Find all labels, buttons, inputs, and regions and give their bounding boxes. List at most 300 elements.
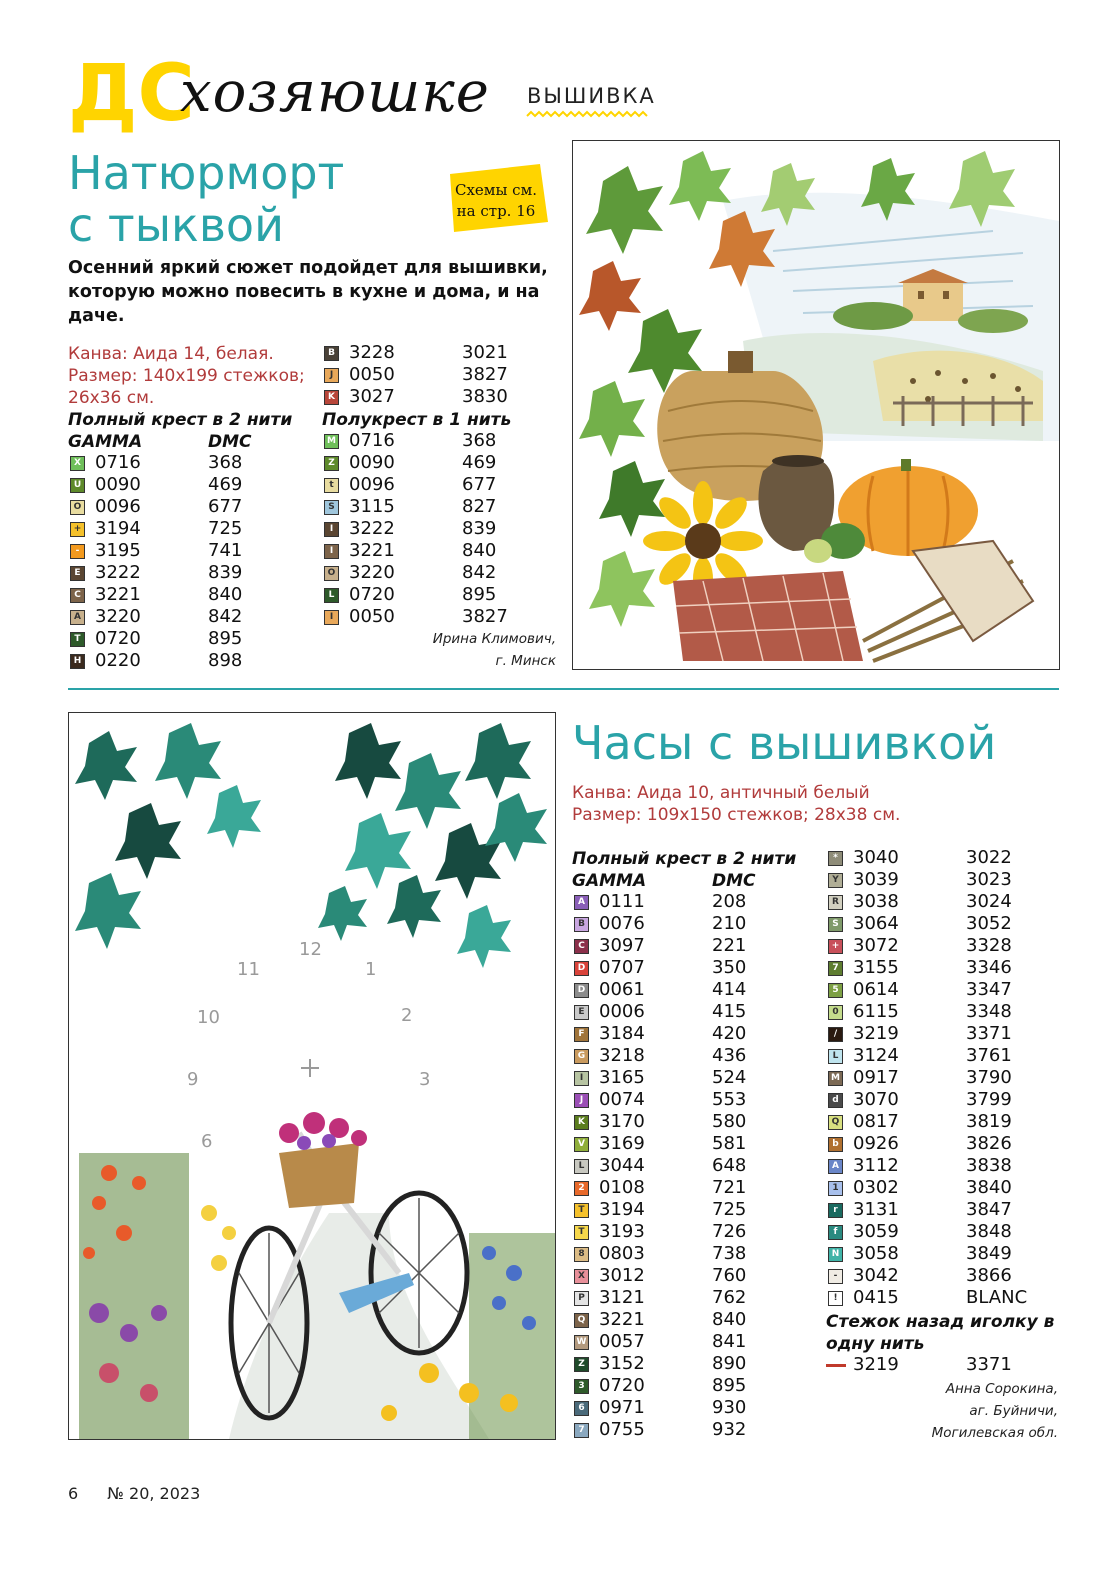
dmc-code: 840 [462,540,497,561]
dmc-code: 3819 [966,1111,1012,1132]
thread-row [68,452,318,474]
dmc-code: 221 [712,935,747,956]
thread-row [322,474,552,496]
color-swatch-icon: A [828,1159,843,1174]
col-dmc-heading: DMC [712,871,756,891]
thread-row [572,1265,822,1287]
color-swatch-icon: - [70,544,85,559]
gamma-code: 0720 [349,584,395,605]
gamma-code: 3058 [853,1243,899,1264]
thread-row [68,474,318,496]
dmc-code: 3849 [966,1243,1012,1264]
gamma-code: 3228 [349,342,395,363]
color-swatch-icon: 6 [574,1401,589,1416]
thread-row [322,342,552,364]
gamma-code: 0050 [349,364,395,385]
half-cross-heading: Полукрест в 1 нить [322,410,512,430]
color-swatch-icon: U [70,478,85,493]
canvas-spec: Канва: Аида 10, античный белый [572,783,870,803]
color-swatch-icon: E [70,566,85,581]
dmc-code: 3328 [966,935,1012,956]
color-swatch-icon: T [574,1203,589,1218]
dmc-code: 726 [712,1221,747,1242]
page-number: 6 [68,1484,79,1503]
dmc-code: 3371 [966,1023,1012,1044]
gamma-code: 3040 [853,847,899,868]
color-swatch-icon: O [324,566,339,581]
dmc-code: 3024 [966,891,1012,912]
dmc-code: 415 [712,1001,747,1022]
color-swatch-icon: 8 [574,1247,589,1262]
thread-row [572,1177,822,1199]
color-swatch-icon: 3 [574,1379,589,1394]
gamma-code: 0716 [95,452,141,473]
thread-row [68,606,318,628]
backstitch-line-swatch [826,1364,846,1367]
dmc-code: 350 [712,957,747,978]
still-life-embroidery-image [572,140,1060,670]
color-swatch-icon: F [574,1027,589,1042]
dmc-code: 932 [712,1419,747,1440]
clock-number-2: 2 [401,1005,413,1026]
thread-row [572,1023,822,1045]
gamma-code: 3070 [853,1089,899,1110]
gamma-code: 3221 [599,1309,645,1330]
gamma-code: 3064 [853,913,899,934]
full-cross-heading: Полный крест в 2 нити [572,849,797,869]
dmc-code: 469 [208,474,243,495]
color-swatch-icon: B [574,917,589,932]
dmc-code: 3840 [966,1177,1012,1198]
gamma-code: 3218 [599,1045,645,1066]
color-swatch-icon: d [828,1093,843,1108]
dmc-code: 524 [712,1067,747,1088]
dmc-code: 414 [712,979,747,1000]
color-swatch-icon: 1 [828,1181,843,1196]
color-swatch-icon: t [324,478,339,493]
thread-row [826,1111,1056,1133]
color-swatch-icon: Z [574,1357,589,1372]
gamma-code: 3112 [853,1155,899,1176]
thread-row [572,1221,822,1243]
color-swatch-icon: C [70,588,85,603]
gamma-code: 0090 [349,452,395,473]
color-swatch-icon: Q [828,1115,843,1130]
gamma-code: 0707 [599,957,645,978]
gamma-code: 3170 [599,1111,645,1132]
col-gamma-heading: GAMMA [572,871,647,891]
dmc-code: 3799 [966,1089,1012,1110]
dmc-code: 3827 [462,606,508,627]
gamma-code: 0302 [853,1177,899,1198]
thread-row [826,1045,1056,1067]
color-swatch-icon: K [574,1115,589,1130]
gamma-code: 0755 [599,1419,645,1440]
gamma-code: 3121 [599,1287,645,1308]
gamma-code: 0108 [599,1177,645,1198]
dmc-code: 677 [208,496,243,517]
color-swatch-icon: 0 [828,1005,843,1020]
thread-row [826,1155,1056,1177]
canvas-spec: Канва: Аида 14, белая. [68,344,274,364]
dmc-code: 839 [208,562,243,583]
dmc-code: 725 [712,1199,747,1220]
gamma-code: 3219 [853,1354,899,1375]
dmc-code: 581 [712,1133,747,1154]
thread-row [322,496,552,518]
thread-row [572,1331,822,1353]
thread-row [572,957,822,979]
gamma-code: 3027 [349,386,395,407]
issue-number: № 20, 2023 [107,1484,201,1503]
gamma-code: 3131 [853,1199,899,1220]
thread-row [572,1375,822,1397]
col-dmc-heading: DMC [208,432,252,452]
article2-author: Анна Сорокина, [945,1381,1058,1397]
badge-text: Схемы см. на стр. 16 [454,181,538,220]
thread-row [826,1023,1056,1045]
dmc-code: 840 [208,584,243,605]
color-swatch-icon: S [324,500,339,515]
article1-intro: Осенний яркий сюжет подойдет для вышивки, которую можно повесить в кухне и дома, и на даче. [68,258,548,326]
thread-row [572,1001,822,1023]
page-footer [68,1484,200,1503]
color-swatch-icon: C [574,939,589,954]
thread-row [572,1133,822,1155]
dmc-code: 436 [712,1045,747,1066]
gamma-code: 0917 [853,1067,899,1088]
thread-row [826,1089,1056,1111]
gamma-code: 3194 [95,518,141,539]
article2-specs [572,782,1052,826]
dmc-code: 762 [712,1287,747,1308]
dmc-code: 890 [712,1353,747,1374]
dmc-code: 721 [712,1177,747,1198]
gamma-code: 0090 [95,474,141,495]
backstitch-row [826,1354,1056,1376]
thread-row [572,1089,822,1111]
article2-place1: аг. Буйничи, [969,1403,1058,1419]
dmc-code: 3371 [966,1354,1012,1375]
gamma-code: 3115 [349,496,395,517]
color-swatch-icon: f [828,1225,843,1240]
color-swatch-icon: Y [828,873,843,888]
color-swatch-icon: H [70,654,85,669]
thread-row [826,1177,1056,1199]
dmc-code: 895 [712,1375,747,1396]
dmc-code: 3848 [966,1221,1012,1242]
gamma-code: 3194 [599,1199,645,1220]
size-spec: Размер: 140х199 стежков; 26х36 см. [68,366,305,408]
dmc-code: 895 [462,584,497,605]
color-swatch-icon: N [828,1247,843,1262]
gamma-code: 0006 [599,1001,645,1022]
article1-author: Ирина Климович, [432,631,556,647]
thread-row [572,1199,822,1221]
gamma-code: 3097 [599,935,645,956]
dmc-code: 3790 [966,1067,1012,1088]
backstitch-heading: Стежок назад иголку в одну нить [826,1312,1055,1354]
thread-row [826,1133,1056,1155]
color-swatch-icon: L [324,588,339,603]
article1-extra-list [322,342,552,408]
thread-row [572,1111,822,1133]
color-swatch-icon: + [70,522,85,537]
dmc-code: 840 [712,1309,747,1330]
dmc-code: 420 [712,1023,747,1044]
color-swatch-icon: I [324,610,339,625]
gamma-code: 3155 [853,957,899,978]
gamma-code: 0076 [599,913,645,934]
dmc-code: 827 [462,496,497,517]
dmc-code: 839 [462,518,497,539]
thread-row [322,562,552,584]
article1-full-cross-list [68,452,318,672]
color-swatch-icon: / [828,1027,843,1042]
article1-specs [68,343,318,409]
color-swatch-icon: r [828,1203,843,1218]
dmc-code: 760 [712,1265,747,1286]
thread-row [68,628,318,650]
zigzag-decoration [527,110,649,118]
gamma-code: 0096 [349,474,395,495]
article2-place2: Могилевская обл. [931,1425,1058,1441]
thread-row [322,606,552,628]
thread-row [826,869,1056,891]
color-swatch-icon: E [574,1005,589,1020]
color-swatch-icon: 2 [574,1181,589,1196]
thread-row [572,1353,822,1375]
thread-row [572,1045,822,1067]
dmc-code: 725 [208,518,243,539]
thread-row [322,540,552,562]
gamma-code: 0096 [95,496,141,517]
article1-city: г. Минск [495,653,556,669]
dmc-code: 368 [208,452,243,473]
dmc-code: 3052 [966,913,1012,934]
thread-row [826,1199,1056,1221]
color-swatch-icon: - [828,1269,843,1284]
thread-row [826,1001,1056,1023]
color-swatch-icon: I [324,544,339,559]
gamma-code: 0926 [853,1133,899,1154]
dmc-code: 741 [208,540,243,561]
color-swatch-icon: D [574,983,589,998]
color-swatch-icon: L [574,1159,589,1174]
dmc-code: 3830 [462,386,508,407]
clock-number-9: 9 [187,1069,199,1090]
thread-row [322,584,552,606]
brand-word: хозяюшке [180,60,490,125]
color-swatch-icon: A [574,895,589,910]
gamma-code: 3222 [349,518,395,539]
color-swatch-icon: 5 [828,983,843,998]
article2-title: Часы с вышивкой [572,716,997,770]
color-swatch-icon: A [70,610,85,625]
dmc-code: 842 [462,562,497,583]
thread-row [572,1419,822,1441]
color-swatch-icon: D [574,961,589,976]
thread-row [68,496,318,518]
full-cross-heading: Полный крест в 2 нити [68,410,293,430]
gamma-code: 3039 [853,869,899,890]
thread-row [68,540,318,562]
thread-row [68,650,318,672]
article2-list-col1 [572,891,822,1441]
thread-row [572,1397,822,1419]
dmc-code: 580 [712,1111,747,1132]
thread-row [826,957,1056,979]
thread-row [322,364,552,386]
dmc-code: 469 [462,452,497,473]
gamma-code: 3044 [599,1155,645,1176]
thread-row [572,935,822,957]
dmc-code: 3827 [462,364,508,385]
color-swatch-icon: b [828,1137,843,1152]
color-swatch-icon: K [324,390,339,405]
clock-number-1: 1 [365,959,377,980]
thread-row [572,891,822,913]
section-divider [68,688,1059,690]
gamma-code: 0720 [95,628,141,649]
thread-row [572,1287,822,1309]
gamma-code: 3059 [853,1221,899,1242]
dmc-code: 648 [712,1155,747,1176]
dmc-code: 898 [208,650,243,671]
article1-title-line1: Натюрморт [68,146,345,200]
gamma-code: 0074 [599,1089,645,1110]
gamma-code: 0803 [599,1243,645,1264]
dmc-code: 3021 [462,342,508,363]
thread-row [826,1221,1056,1243]
gamma-code: 0061 [599,979,645,1000]
dmc-code: 3866 [966,1265,1012,1286]
color-swatch-icon: O [70,500,85,515]
gamma-code: 3220 [349,562,395,583]
brand-logo [68,49,195,139]
article1-title-line2: с тыквой [68,198,284,252]
clock-number-3: 3 [419,1069,431,1090]
color-swatch-icon: Q [574,1313,589,1328]
color-swatch-icon: G [574,1049,589,1064]
thread-row [68,518,318,540]
dmc-code: 3826 [966,1133,1012,1154]
color-swatch-icon: T [70,632,85,647]
dmc-code: 210 [712,913,747,934]
dmc-code: BLANC [966,1287,1028,1308]
thread-row [826,847,1056,869]
thread-row [826,891,1056,913]
dmc-code: 3847 [966,1199,1012,1220]
gamma-code: 0111 [599,891,645,912]
gamma-code: 3219 [853,1023,899,1044]
thread-row [572,913,822,935]
color-swatch-icon: I [574,1071,589,1086]
dmc-code: 3022 [966,847,1012,868]
thread-row [68,584,318,606]
dmc-code: 842 [208,606,243,627]
gamma-code: 0057 [599,1331,645,1352]
gamma-code: 3195 [95,540,141,561]
color-swatch-icon: P [574,1291,589,1306]
thread-row [572,1243,822,1265]
gamma-code: 3193 [599,1221,645,1242]
thread-row [322,430,552,452]
dmc-code: 3838 [966,1155,1012,1176]
gamma-code: 3038 [853,891,899,912]
color-swatch-icon: V [574,1137,589,1152]
dmc-code: 677 [462,474,497,495]
thread-row [826,935,1056,957]
dmc-code: 3023 [966,869,1012,890]
gamma-code: 6115 [853,1001,899,1022]
gamma-code: 0720 [599,1375,645,1396]
color-swatch-icon: 7 [574,1423,589,1438]
thread-row [826,1243,1056,1265]
color-swatch-icon: B [324,346,339,361]
dmc-code: 895 [208,628,243,649]
gamma-code: 3152 [599,1353,645,1374]
section-label: ВЫШИВКА [527,84,656,108]
color-swatch-icon: M [828,1071,843,1086]
thread-row [322,452,552,474]
size-spec: Размер: 109х150 стежков; 28х38 см. [572,805,901,825]
color-swatch-icon: W [574,1335,589,1350]
color-swatch-icon: 7 [828,961,843,976]
gamma-code: 3042 [853,1265,899,1286]
thread-row [826,1265,1056,1287]
color-swatch-icon: * [828,851,843,866]
gamma-code: 3012 [599,1265,645,1286]
color-swatch-icon: J [324,368,339,383]
thread-row [826,979,1056,1001]
gamma-code: 0716 [349,430,395,451]
clock-number-12: 12 [299,939,322,960]
gamma-code: 3124 [853,1045,899,1066]
bicycle-clock-embroidery-image [68,712,556,1440]
color-swatch-icon: M [324,434,339,449]
dmc-code: 3346 [966,957,1012,978]
color-swatch-icon: Z [324,456,339,471]
article2-list-col2 [826,847,1056,1309]
gamma-code: 3221 [95,584,141,605]
thread-row [322,386,552,408]
thread-row [68,562,318,584]
gamma-code: 3169 [599,1133,645,1154]
gamma-code: 0220 [95,650,141,671]
dmc-code: 841 [712,1331,747,1352]
thread-row [826,1067,1056,1089]
color-swatch-icon: S [828,917,843,932]
gamma-code: 3165 [599,1067,645,1088]
dmc-code: 3347 [966,979,1012,1000]
thread-row [572,1067,822,1089]
thread-row [572,1155,822,1177]
color-swatch-icon: T [574,1225,589,1240]
thread-row [322,518,552,540]
dmc-code: 738 [712,1243,747,1264]
color-swatch-icon: I [324,522,339,537]
color-swatch-icon: ! [828,1291,843,1306]
gamma-code: 3220 [95,606,141,627]
gamma-code: 0614 [853,979,899,1000]
clock-number-11: 11 [237,959,260,980]
dmc-code: 208 [712,891,747,912]
article1-half-cross-list [322,430,552,628]
gamma-code: 0415 [853,1287,899,1308]
thread-row [826,1287,1056,1309]
color-swatch-icon: X [574,1269,589,1284]
